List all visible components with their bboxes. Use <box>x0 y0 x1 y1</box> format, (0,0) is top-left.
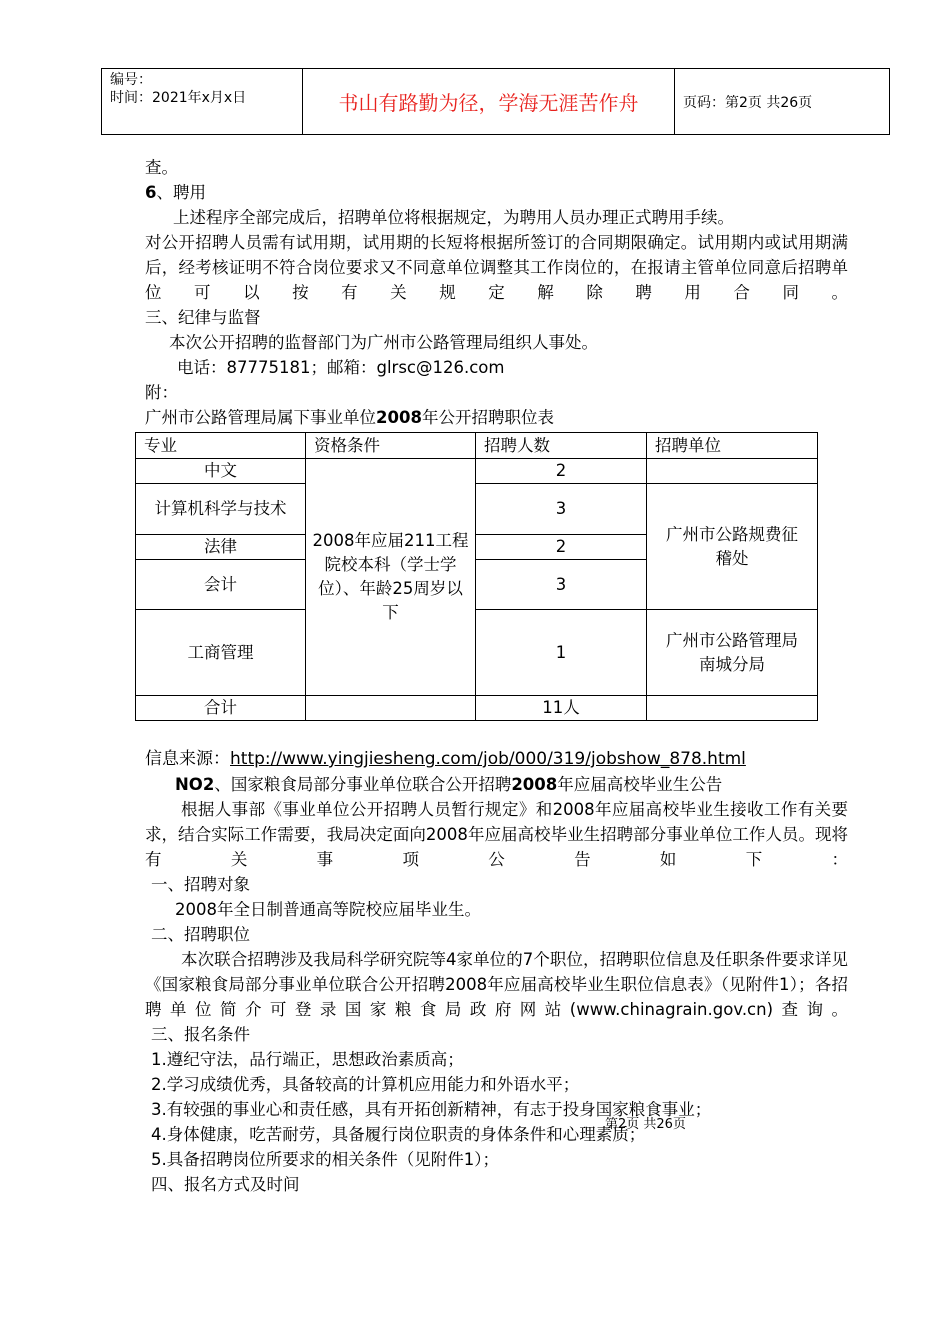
header-major: 专业 <box>136 433 306 459</box>
major-cell: 会计 <box>136 560 306 610</box>
condition-item: 4.身体健康，吃苦耐劳，具备履行岗位职责的身体条件和心理素质； <box>151 1125 646 1144</box>
heading-positions: 二、招聘职位 <box>151 925 250 944</box>
condition-item: 3.有较强的事业心和责任感，具有开拓创新精神，有志于投身国家粮食事业； <box>151 1100 712 1119</box>
count-cell: 2 <box>476 535 647 560</box>
heading-hire: 6、聘用 <box>145 183 206 202</box>
table-row <box>136 484 818 535</box>
condition-item: 2.学习成绩优秀，具备较高的计算机应用能力和外语水平； <box>151 1075 580 1094</box>
table-title: 广州市公路管理局属下事业单位2008年公开招聘职位表 <box>145 408 554 427</box>
header-meta <box>102 69 303 134</box>
major-cell: 工商管理 <box>136 610 306 696</box>
count-cell: 1 <box>476 610 647 696</box>
major-cell: 中文 <box>136 459 306 484</box>
page-header <box>101 68 890 135</box>
contact-line: 电话：87775181；邮箱：glrsc@126.com <box>177 358 505 377</box>
text-line: 本次公开招聘的监督部门为广州市公路管理局组织人事处。 <box>169 333 598 352</box>
heading-target: 一、招聘对象 <box>151 875 250 894</box>
total-empty-cell <box>306 696 476 721</box>
source-line <box>145 747 746 772</box>
doc-number-label: 编号： <box>110 72 152 88</box>
paragraph-probation: 对公开招聘人员需有试用期，试用期的长短将根据所签订的合同期限确定。试用期内或试用期满后，经考核证明不符合岗位要求又不同意单位调整其工作岗位的，在报请主管单位同意后招聘单位可以按有关规定解除聘用合同。 <box>145 233 848 302</box>
qualification-cell: 2008年应届211工程院校本科（学士学位）、年龄25周岁以下 <box>306 459 476 696</box>
table-header-row <box>136 433 818 459</box>
unit-cell: 广州市公路规费征稽处 <box>647 484 818 610</box>
count-cell: 3 <box>476 560 647 610</box>
section-2 <box>145 772 848 1197</box>
header-motto: 书山有路勤为径，学海无涯苦作舟 <box>303 69 675 134</box>
section-1 <box>145 155 848 430</box>
condition-item: 5.具备招聘岗位所要求的相关条件（见附件1）； <box>151 1150 499 1169</box>
count-cell: 2 <box>476 459 647 484</box>
text-line: 2008年全日制普通高等院校应届毕业生。 <box>175 900 481 919</box>
condition-item: 1.遵纪守法，品行端正，思想政治素质高； <box>151 1050 464 1069</box>
text-line: 上述程序全部完成后，招聘单位将根据规定，为聘用人员办理正式聘用手续。 <box>173 208 734 227</box>
table-row <box>136 610 818 696</box>
source-label: 信息来源： <box>145 749 230 769</box>
total-label-cell: 合计 <box>136 696 306 721</box>
source-link[interactable]: http://www.yingjiesheng.com/job/000/319/jobshow_878.html <box>230 749 746 769</box>
major-cell: 法律 <box>136 535 306 560</box>
paragraph-intro: 根据人事部《事业单位公开招聘人员暂行规定》和2008年应届高校毕业生接收工作有关要求，结合实际工作需要，我局决定面向2008年应届高校毕业生招聘部分事业单位工作人员。现将有关事项公告如下： <box>145 800 848 869</box>
notice-title: NO2、国家粮食局部分事业单位联合公开招聘2008年应届高校毕业生公告 <box>175 775 723 794</box>
heading-registration: 四、报名方式及时间 <box>151 1175 300 1194</box>
header-page-number: 页码：第2页 共26页 <box>683 94 813 111</box>
appendix-label: 附： <box>145 383 178 402</box>
text-line: 查。 <box>145 158 178 177</box>
header-count: 招聘人数 <box>476 433 647 459</box>
heading-discipline: 三、纪律与监督 <box>145 308 261 327</box>
page-footer-number: 第2页 共26页 <box>605 1117 686 1132</box>
total-empty-cell <box>647 696 818 721</box>
total-count-cell: 11人 <box>476 696 647 721</box>
job-table <box>135 432 818 721</box>
unit-cell-empty <box>647 459 818 484</box>
unit-cell: 广州市公路管理局南城分局 <box>647 610 818 696</box>
major-cell: 计算机科学与技术 <box>136 484 306 535</box>
paragraph-positions: 本次联合招聘涉及我局科学研究院等4家单位的7个职位，招聘职位信息及任职条件要求详见《国家粮食局部分事业单位联合公开招聘2008年应届高校毕业生职位信息表》（见附件1）；各招聘单位简介可登录国家粮食局政府网站(www.chinagrain.gov.cn)查询。 <box>145 950 848 1019</box>
header-unit: 招聘单位 <box>647 433 818 459</box>
doc-time-label: 时间：2021年x月x日 <box>110 90 247 106</box>
table-row <box>136 459 818 484</box>
header-qualification: 资格条件 <box>306 433 476 459</box>
heading-conditions: 三、报名条件 <box>151 1025 250 1044</box>
count-cell: 3 <box>476 484 647 535</box>
table-total-row <box>136 696 818 721</box>
